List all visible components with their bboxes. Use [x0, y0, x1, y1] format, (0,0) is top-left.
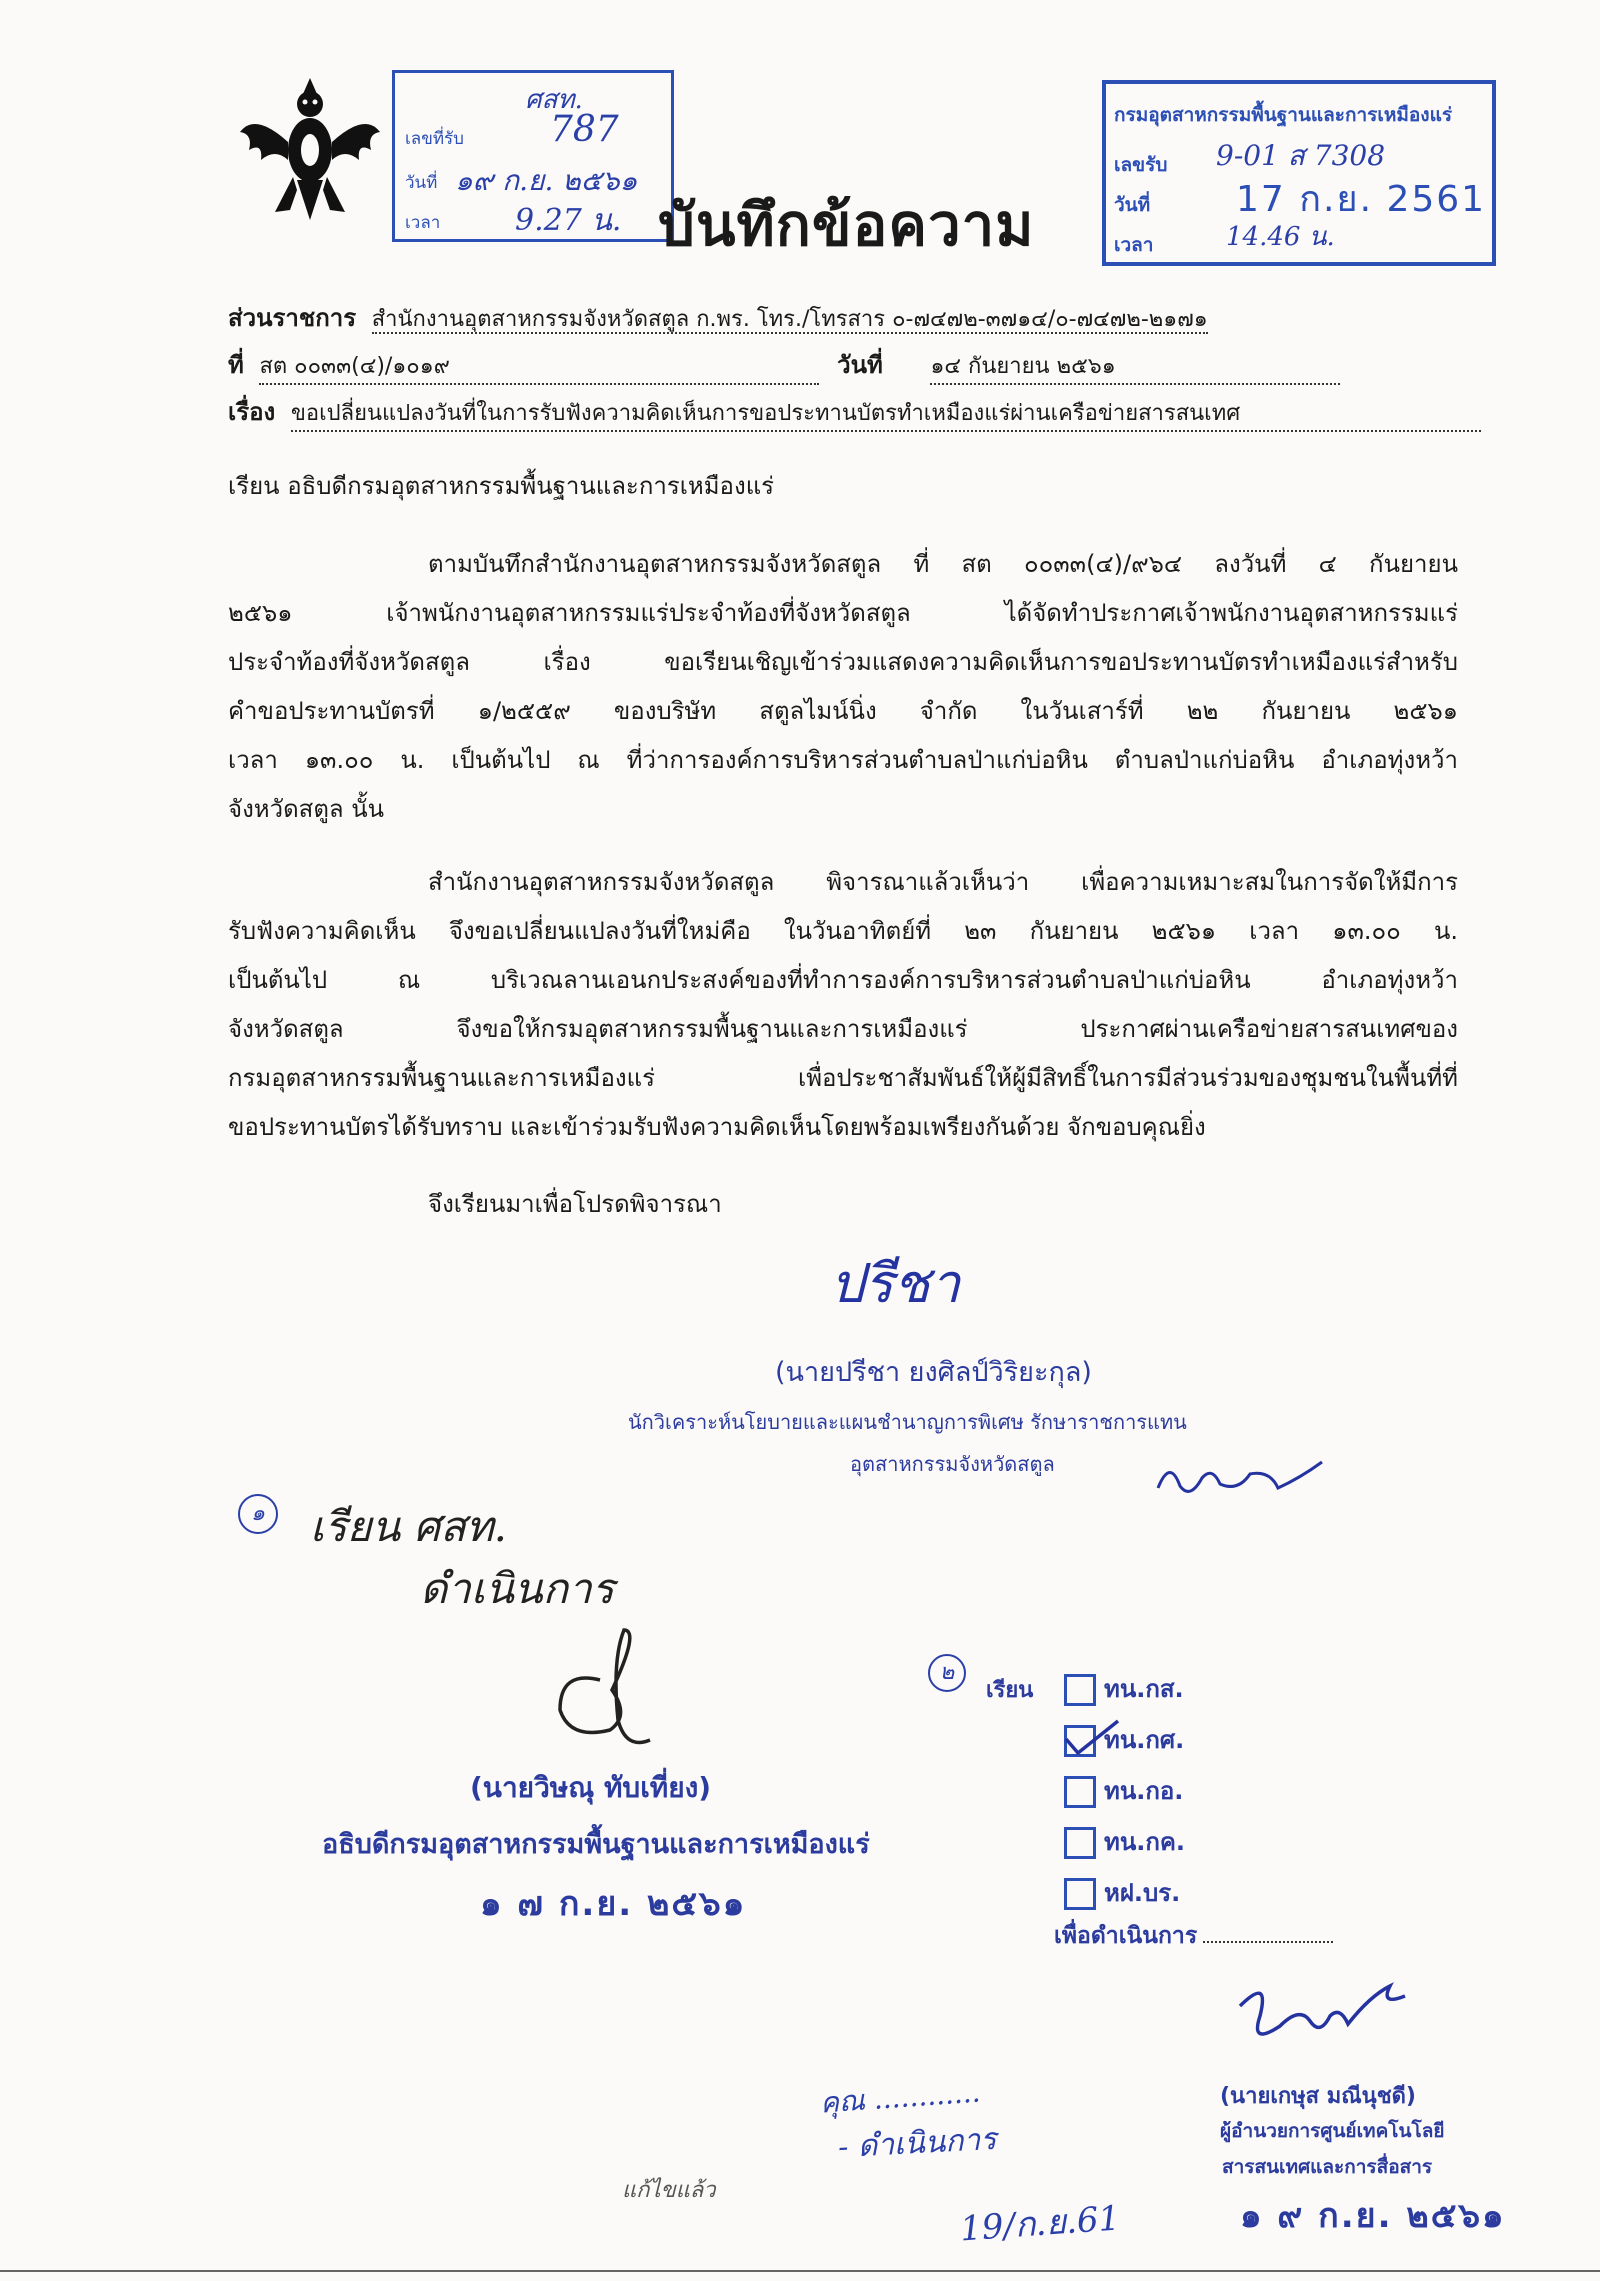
stamp-office: ศสท. [525, 85, 583, 115]
subject-row [228, 392, 1481, 432]
signer-3-position: ผู้อำนวยการศูนย์เทคโนโลยี [1220, 2120, 1445, 2142]
routing-checklist [1064, 1664, 1185, 1919]
stamp-right-received-number: 9-01 ส 7308 [1216, 139, 1386, 172]
stamp-right-time: 14.46 น. [1226, 222, 1335, 252]
routing-item[interactable]: หฝ.บร. [1064, 1868, 1185, 1919]
director-general-signature-icon [540, 1620, 670, 1750]
date-label: วันที่ [837, 351, 883, 379]
stamp-right-received-label: เลขรับ [1114, 154, 1168, 176]
paragraph-line: ตามบันทึกสำนักงานอุตสาหกรรมจังหวัดสตูล ที่ สต ๐๐๓๓(๔)/๙๖๔ ลงวันที่ ๔ กันยายน [428, 550, 1458, 578]
note-line-2: ดำเนินการ [420, 1564, 615, 1613]
reference-row [228, 345, 1340, 385]
signer-1-position: นักวิเคราะห์นโยบายและแผนชำนาญการพิเศษ รักษาราชการแทน [628, 1410, 1187, 1434]
paragraph-line: ขอประทานบัตรได้รับทราบ และเข้าร่วมรับฟังความคิดเห็นโดยพร้อมเพรียงกันด้วย จักขอบคุณยิ่ง [228, 1113, 1206, 1141]
receiving-stamp-right [1102, 80, 1496, 266]
agency-value: สำนักงานอุตสาหกรรมจังหวัดสตูล ก.พร. โทร./โทรสาร ๐-๗๔๗๒-๓๗๑๔/๐-๗๔๗๒-๒๑๗๑ [371, 307, 1208, 332]
salutation: เรียน อธิบดีกรมอุตสาหกรรมพื้นฐานและการเหมืองแร่ [228, 472, 775, 500]
body-paragraph-2 [228, 858, 1458, 1152]
garuda-emblem-icon [235, 72, 385, 222]
reference-value: สต ๐๐๓๓(๔)/๑๐๑๙ [259, 348, 819, 385]
initials-signature-icon [1150, 1448, 1330, 1508]
note-line-1: เรียน ศสท. [310, 1502, 507, 1551]
signer-2-position: อธิบดีกรมอุตสาหกรรมพื้นฐานและการเหมืองแร่ [322, 1829, 870, 1860]
signer-3-name: (นายเกษุส มณีนุชดี) [1220, 2084, 1416, 2109]
stamp-department: กรมอุตสาหกรรมพื้นฐานและการเหมืองแร่ [1114, 104, 1453, 126]
signer-3-date: ๑ ๙ ก.ย. ๒๕๖๑ [1240, 2196, 1506, 2236]
paragraph-line: คำขอประทานบัตรที่ ๑/๒๕๕๙ ของบริษัท สตูลไมน์นิ่ง จำกัด ในวันเสาร์ที่ ๒๒ กันยายน ๒๕๖๑ [228, 697, 1458, 725]
handwritten-date: 19/ก.ย.61 [958, 2198, 1122, 2250]
subject-value: ขอเปลี่ยนแปลงวันที่ในการรับฟังความคิดเห็นการขอประทานบัตรทำเหมืองแร่ผ่านเครือข่ายสารสนเทศ [291, 395, 1481, 432]
stamp-right-date: 17 ก.ย. 2561 [1236, 179, 1487, 220]
signer-1-position-2: อุตสาหกรรมจังหวัดสตูล [850, 1452, 1055, 1476]
routing-number-badge: ๒ [928, 1654, 966, 1692]
signer-2-date: ๑ ๗ ก.ย. ๒๕๖๑ [480, 1884, 747, 1924]
signer-1-name: (นายปรีชา ยงศิลป์วิริยะกุล) [775, 1357, 1092, 1388]
stamp-right-date-label: วันที่ [1114, 194, 1151, 216]
paragraph-line: เป็นต้นไป ณ บริเวณลานเอนกประสงค์ของที่ทำการองค์การบริหารส่วนตำบลป่าแก่บ่อหิน อำเภอทุ่งหว้า [228, 966, 1458, 994]
handwritten-footnote: แก้ไขแล้ว [622, 2178, 716, 2203]
paragraph-line: เวลา ๑๓.๐๐ น. เป็นต้นไป ณ ที่ว่าการองค์การบริหารส่วนตำบลป่าแก่บ่อหิน ตำบลป่าแก่บ่อหิน อำเภอทุ่งหว้า [228, 746, 1458, 774]
paragraph-line: ๒๕๖๑ เจ้าพนักงานอุตสาหกรรมแร่ประจำท้องที่จังหวัดสตูล ได้จัดทำประกาศเจ้าพนักงานอุตสาหกรรมแร่ [228, 599, 1458, 627]
stamp-date-label: วันที่ [405, 173, 438, 193]
paragraph-line: จังหวัดสตูล นั้น [228, 795, 385, 823]
stamp-time: 9.27 น. [515, 203, 622, 238]
body-paragraph-1 [228, 540, 1458, 834]
stamp-received-label: เลขที่รับ [405, 129, 464, 149]
paragraph-line: กรมอุตสาหกรรมพื้นฐานและการเหมืองแร่ เพื่อประชาสัมพันธ์ให้ผู้มีสิทธิ์ในการมีส่วนร่วมของชุมชนในพื้นที่ที่ [228, 1064, 1458, 1092]
handwritten-note-line-2: - ดำเนินการ [837, 2121, 998, 2166]
checkbox-icon[interactable] [1064, 1878, 1096, 1910]
memo-title: บันทึกข้อความ [658, 191, 1035, 259]
checkbox-icon[interactable] [1064, 1827, 1096, 1859]
stamp-received-number: 787 [550, 109, 619, 150]
closing-line: จึงเรียนมาเพื่อโปรดพิจารณา [428, 1190, 722, 1218]
signer-2-name: (นายวิษณุ ทับเที่ยง) [470, 1771, 712, 1804]
date-value: ๑๔ กันยายน ๒๕๖๑ [930, 348, 1340, 385]
routing-item[interactable]: ทน.กอ. [1064, 1766, 1185, 1817]
stamp-date: ๑๙ ก.ย. ๒๕๖๑ [455, 164, 638, 197]
agency-label: ส่วนราชการ [228, 304, 357, 332]
agency-row [228, 298, 1208, 337]
checkbox-icon[interactable] [1064, 1776, 1096, 1808]
stamp-time-label: เวลา [405, 213, 441, 233]
routing-item[interactable]: ทน.กค. [1064, 1817, 1185, 1868]
routing-item[interactable]: ทน.กส. [1064, 1664, 1185, 1715]
handwritten-note-line-1: คุณ ............ [819, 2075, 982, 2120]
stamp-right-time-label: เวลา [1114, 234, 1154, 256]
paragraph-line: จังหวัดสตูล จึงขอให้กรมอุตสาหกรรมพื้นฐานและการเหมืองแร่ ประกาศผ่านเครือข่ายสารสนเทศของ [228, 1015, 1458, 1043]
routing-action: เพื่อดำเนินการ [1054, 1918, 1333, 1954]
paragraph-line: รับฟังความคิดเห็น จึงขอเปลี่ยนแปลงวันที่ใหม่คือ ในวันอาทิตย์ที่ ๒๓ กันยายน ๒๕๖๑ เวลา ๑๓.๐๐ น. [228, 917, 1458, 945]
reference-label: ที่ [228, 351, 244, 379]
note-number-badge: ๑ [238, 1494, 278, 1534]
routing-item[interactable]: ทน.กศ. [1064, 1715, 1185, 1766]
routing-label: เรียน [986, 1678, 1034, 1703]
receiving-stamp-left [392, 70, 674, 242]
signature-signer-1: ปรีชา [830, 1252, 961, 1315]
page-edge-divider [0, 2270, 1600, 2272]
director-signature-icon [1230, 1966, 1410, 2056]
checkmark-icon [1062, 1719, 1122, 1759]
checkbox-icon[interactable] [1064, 1674, 1096, 1706]
signer-3-position-2: สารสนเทศและการสื่อสาร [1222, 2156, 1433, 2178]
subject-label: เรื่อง [228, 398, 276, 426]
paragraph-line: ประจำท้องที่จังหวัดสตูล เรื่อง ขอเรียนเชิญเข้าร่วมแสดงความคิดเห็นการขอประทานบัตรทำเหมืองแร่สำหรับ [228, 648, 1458, 676]
paragraph-line: สำนักงานอุตสาหกรรมจังหวัดสตูล พิจารณาแล้วเห็นว่า เพื่อความเหมาะสมในการจัดให้มีการ [428, 868, 1458, 896]
